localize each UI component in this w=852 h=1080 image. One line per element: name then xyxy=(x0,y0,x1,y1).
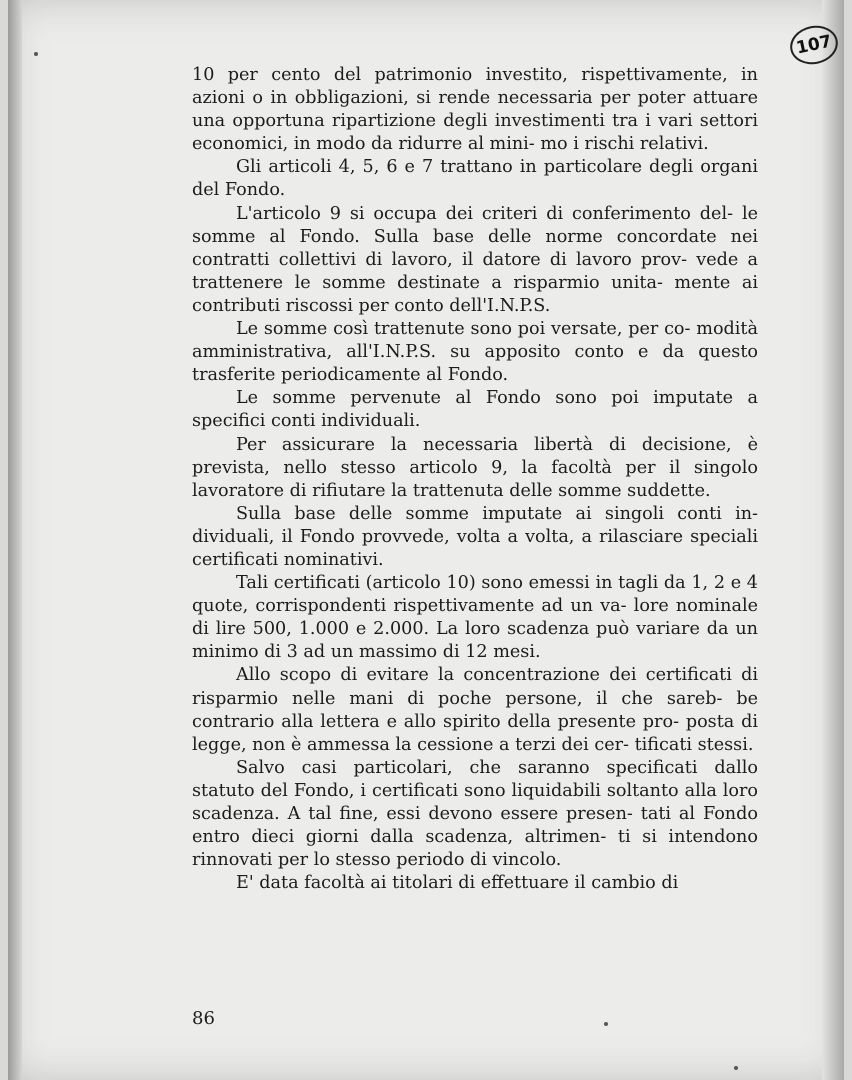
scanned-page xyxy=(8,0,844,1080)
paragraph: L'articolo 9 si occupa dei criteri di conferimento del- le somme al Fondo. Sulla base delle norme concordate nei contratti collettivi di lavoro, il datore di lavoro prov- vede a trattenere le somme destinate a risparmio unita- mente ai contributi riscossi per conto dell'I.N.P.S. xyxy=(192,203,758,316)
paragraph: Tali certificati (articolo 10) sono emessi in tagli da 1, 2 e 4 quote, corrispondenti rispettivamente ad un va- lore nominale di lire 500, 1.000 e 2.000. La loro scadenza può variare da un minimo di 3 ad un massimo di 12 mesi. xyxy=(192,573,758,663)
scan-speck xyxy=(34,52,38,56)
paragraph: Le somme pervenute al Fondo sono poi imputate a specifici conti individuali. xyxy=(192,388,758,432)
scan-speck xyxy=(734,1066,738,1070)
handwritten-page-mark: 107 xyxy=(787,21,842,68)
paragraph: Le somme così trattenute sono poi versate, per co- modità amministrativa, all'I.N.P.S. su apposito conto e da questo trasferite periodicamente al Fondo. xyxy=(192,319,758,386)
paragraph: Salvo casi particolari, che saranno specificati dallo statuto del Fondo, i certificati sono liquidabili soltanto alla loro scadenza. A tal fine, essi devono essere presen- tati al Fondo entro dieci giorni dalla scadenza, altrimen- ti si intendono rinnovati per lo stesso periodo di vincolo. xyxy=(192,757,758,871)
paragraph: Gli articoli 4, 5, 6 e 7 trattano in particolare degli organi del Fondo. xyxy=(192,157,758,201)
paragraph: E' data facoltà ai titolari di effettuare il cambio di xyxy=(236,873,679,894)
page-binding-shadow xyxy=(8,0,22,1080)
paragraph: Sulla base delle somme imputate ai singoli conti in- dividuali, il Fondo provvede, volta a volta, a rilasciare speciali certificati nominativi. xyxy=(192,503,758,570)
page-number: 86 xyxy=(192,1008,215,1029)
paragraph: Allo scopo di evitare la concentrazione dei certificati di risparmio nelle mani di poche persone, il che sareb- be contrario alla lettera e allo spirito della presente pro- posta di legge, non è ammessa la cessione a terzi dei cer- tificati stessi. xyxy=(192,665,758,755)
paragraph: Per assicurare la necessaria libertà di decisione, è prevista, nello stesso articolo 9, la facoltà per il singolo lavoratore di rifiutare la trattenuta delle somme suddette. xyxy=(192,434,758,501)
body-text xyxy=(192,64,758,895)
page-edge-shadow xyxy=(822,0,844,1080)
scan-speck xyxy=(604,1022,608,1026)
paragraph: 10 per cento del patrimonio investito, rispettivamente, in azioni o in obbligazioni, si rende necessaria per poter attuare una opportuna ripartizione degli investimenti tra i vari settori economici, in modo da ridurre al mini- mo i rischi relativi. xyxy=(192,65,758,155)
